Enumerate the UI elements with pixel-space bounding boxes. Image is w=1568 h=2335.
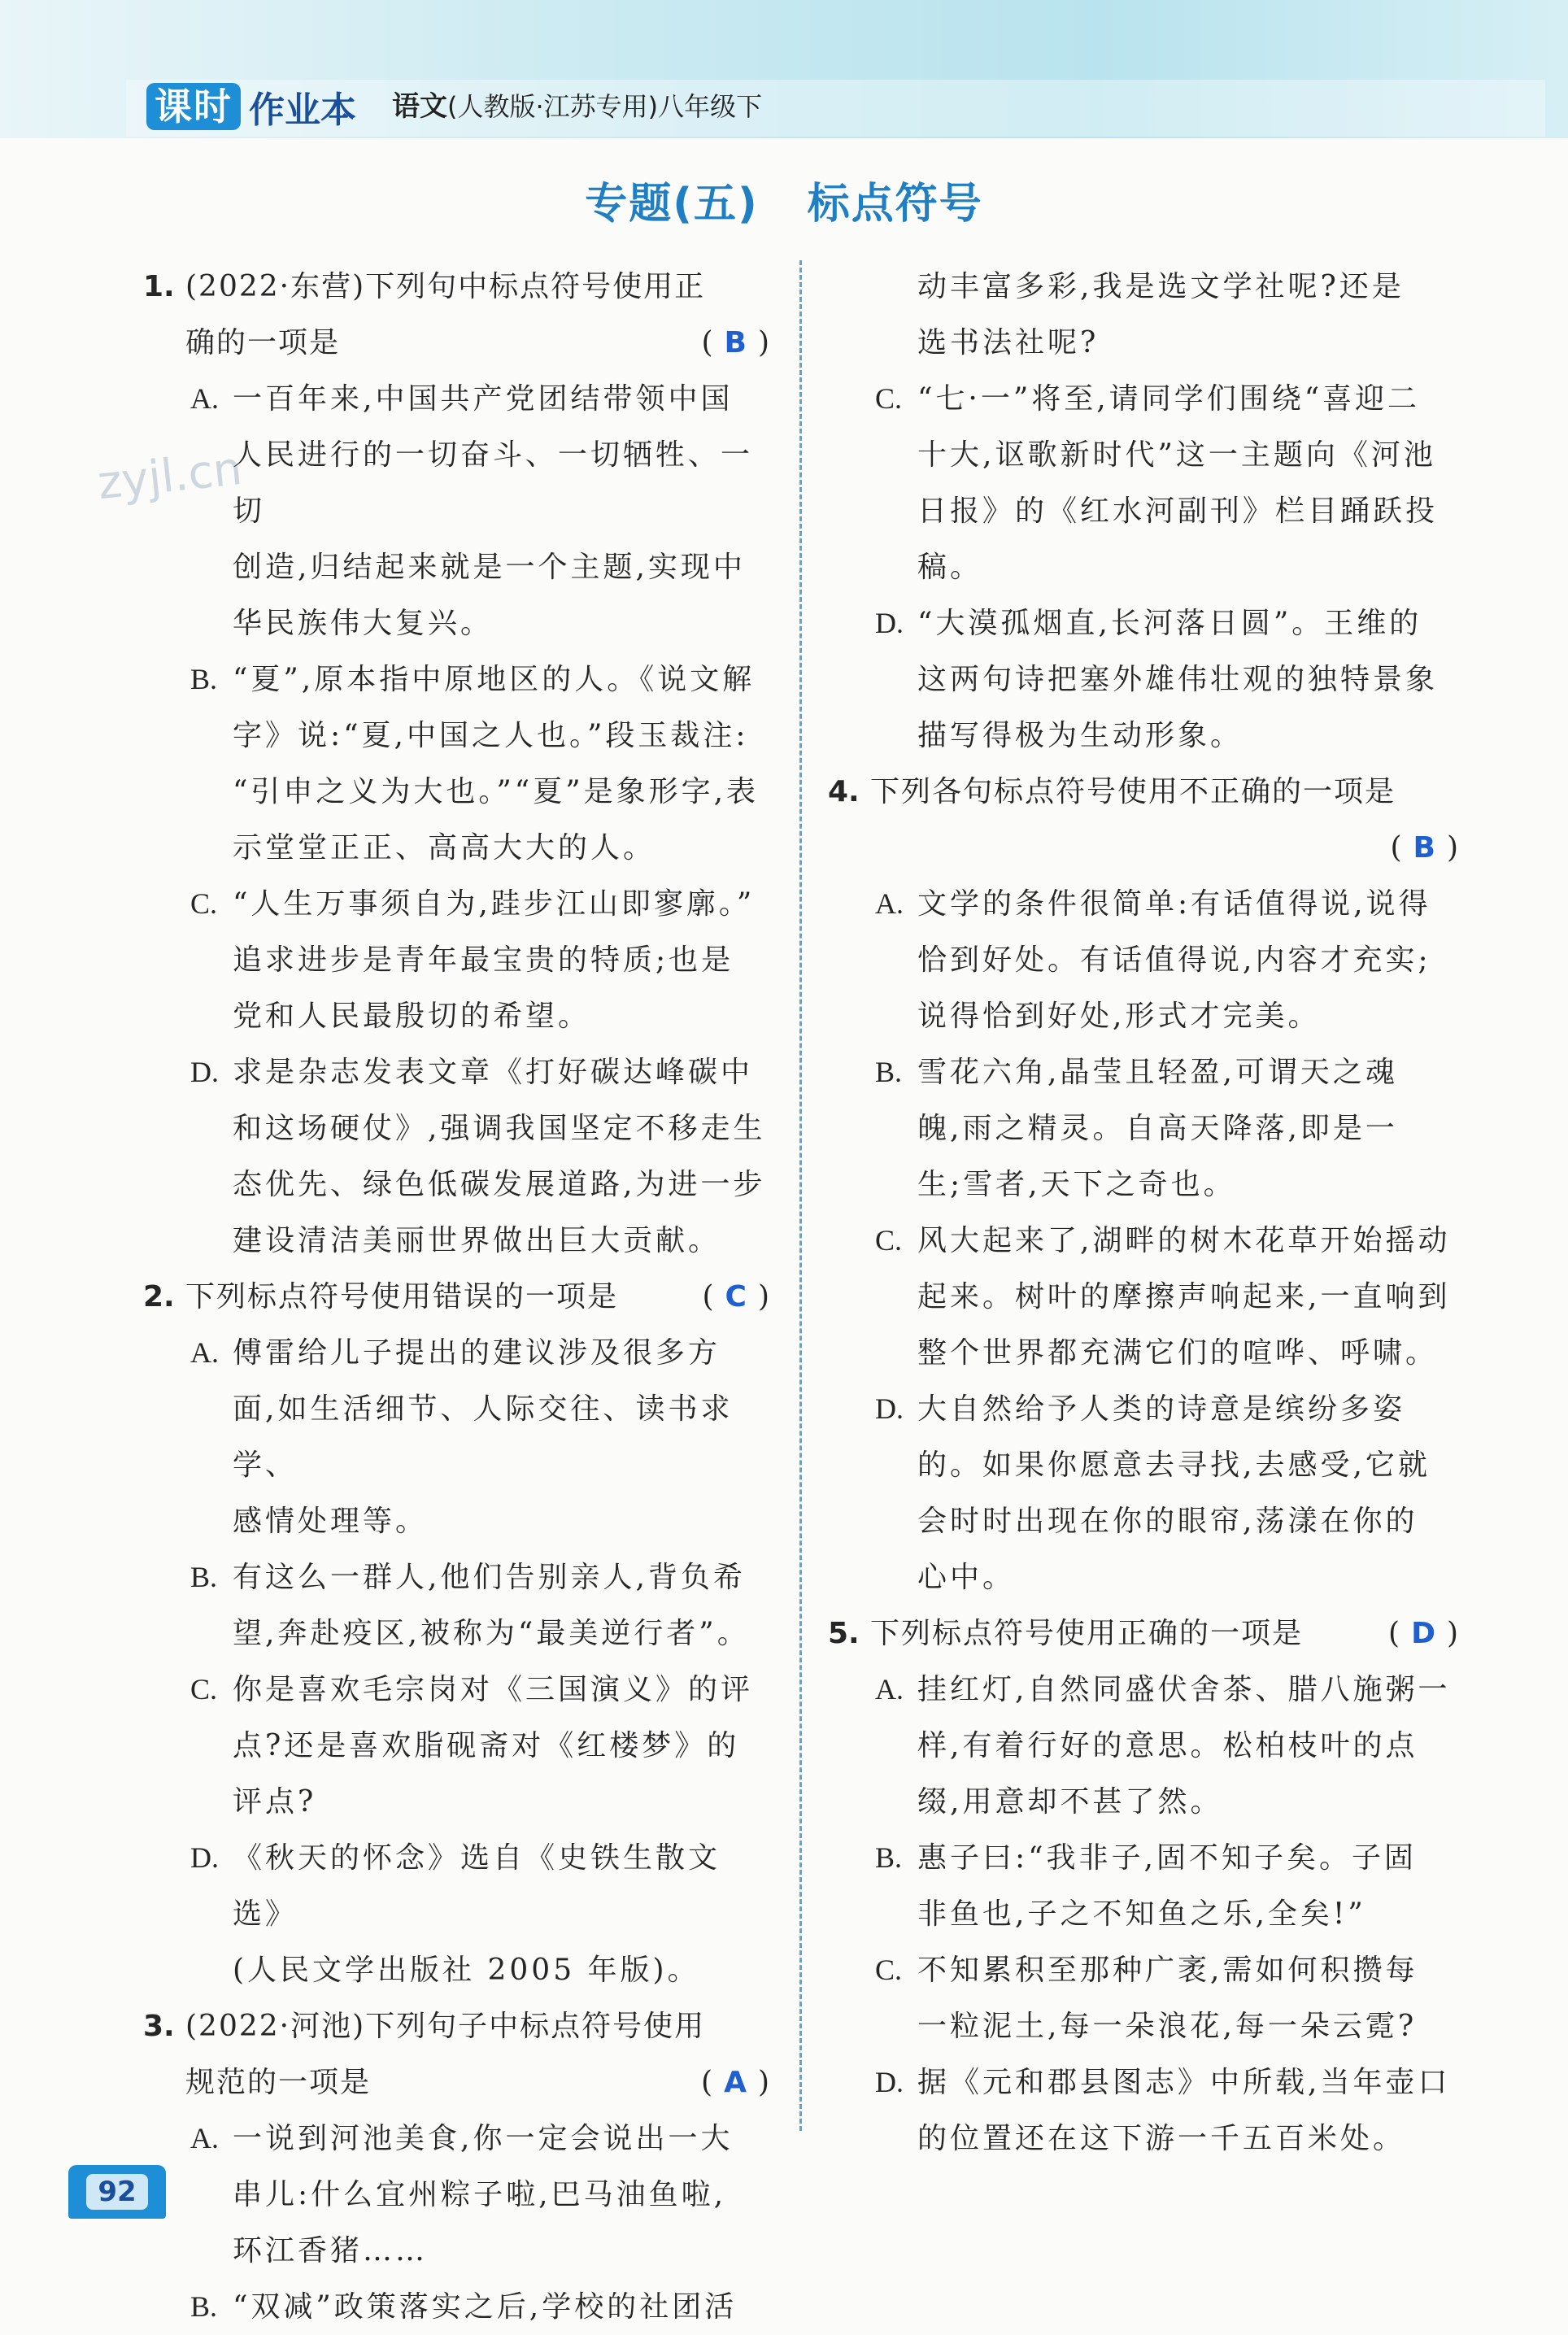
- option-line: 示堂堂正正、高高大大的人。: [233, 831, 656, 865]
- option-line: 感情处理等。: [233, 1505, 429, 1538]
- option-line: 这两句诗把塞外雄伟壮观的独特景象: [917, 663, 1439, 696]
- question-number: 2.: [143, 1280, 175, 1313]
- option-label: C.: [875, 382, 903, 415]
- option-line: 的位置还在这下游一千五百米处。: [917, 2122, 1406, 2155]
- page-number-badge: [68, 2165, 166, 2219]
- subject-name: 语文: [392, 90, 447, 123]
- option-label: C.: [190, 887, 218, 920]
- left-column: [143, 259, 769, 2335]
- title-part1: 专题(五): [585, 180, 759, 229]
- option-line: 文学的条件很简单:有话值得说,说得: [917, 887, 1431, 921]
- option-line: 你是喜欢毛宗岗对《三国演义》的评: [233, 1673, 754, 1706]
- option-label: D.: [190, 1056, 219, 1088]
- option: [143, 371, 769, 427]
- brand-keshi: 课时: [146, 83, 241, 130]
- option-line: 的。如果你愿意去寻找,去感受,它就: [917, 1448, 1431, 1482]
- question-stem-line: [185, 315, 769, 371]
- option-line: 人民进行的一切奋斗、一切牺牲、一切: [233, 438, 754, 528]
- option-line: 建设清洁美丽世界做出巨大贡献。: [233, 1224, 721, 1257]
- question-2: [143, 1269, 769, 1325]
- question-stem: 下列标点符号使用错误的一项是: [185, 1280, 619, 1313]
- question-4: [828, 764, 1458, 876]
- question-stem-line: [185, 1269, 769, 1325]
- question-stem: 下列标点符号使用正确的一项是: [870, 1617, 1304, 1650]
- option-line: 追求进步是青年最宝贵的特质;也是: [233, 943, 734, 977]
- option-line: 傅雷给儿子提出的建议涉及很多方: [233, 1336, 721, 1370]
- page-number: 92: [86, 2174, 147, 2210]
- question-1: [143, 259, 769, 371]
- column-divider: [799, 260, 802, 2131]
- option: [143, 1549, 769, 1605]
- question-stem: (2022·东营)下列句中标点符号使用正: [185, 270, 706, 303]
- answer-letter: D: [1411, 1617, 1435, 1650]
- option-line: 有这么一群人,他们告别亲人,背负希: [233, 1561, 746, 1594]
- watermark: zyjl.cn: [95, 442, 245, 511]
- option: [828, 876, 1458, 932]
- option-label: C.: [875, 1954, 903, 1986]
- option-line: 大自然给予人类的诗意是缤纷多姿: [917, 1392, 1406, 1426]
- option-line: 和这场硬仗》,强调我国坚定不移走生: [233, 1112, 766, 1145]
- option: [143, 2279, 769, 2335]
- option: [828, 595, 1458, 651]
- subject-line: [392, 86, 762, 127]
- answer-bracket: ( C ): [702, 1280, 769, 1313]
- option-line: 生;雪者,天下之奇也。: [917, 1168, 1236, 1201]
- option-line: 《秋天的怀念》选自《史铁生散文选》: [233, 1841, 721, 1931]
- option-line: 风大起来了,湖畔的树木花草开始摇动: [917, 1224, 1451, 1257]
- option-line: “双减”政策落实之后,学校的社团活: [233, 2290, 738, 2324]
- option-line: 一说到河池美食,你一定会说出一大: [233, 2122, 734, 2155]
- option-line: 串儿:什么宜州粽子啦,巴马油鱼啦,: [233, 2178, 727, 2211]
- option: [143, 876, 769, 932]
- option: [828, 1381, 1458, 1437]
- question-number: 5.: [828, 1617, 860, 1650]
- option-line: 说得恰到好处,形式才完美。: [917, 1000, 1321, 1033]
- option-line: 描写得极为生动形象。: [917, 719, 1244, 752]
- option-line: 不知累积至那种广袤,需如何积攒每: [917, 1954, 1418, 1987]
- title-part2: 标点符号: [807, 180, 983, 229]
- option-line: 选书法社呢?: [917, 326, 1100, 359]
- option-line: 环江香猪……: [233, 2234, 429, 2267]
- option-line: 一百年来,中国共产党团结带领中国: [233, 382, 734, 416]
- option-label: B.: [190, 1561, 218, 1593]
- question-stem: 下列各句标点符号使用不正确的一项是: [870, 775, 1396, 808]
- option-line: 恰到好处。有话值得说,内容才充实;: [917, 943, 1431, 977]
- brand-logo: [146, 78, 356, 135]
- option-label: A.: [875, 887, 904, 920]
- option-line: 求是杂志发表文章《打好碳达峰碳中: [233, 1056, 754, 1089]
- option-line: 字》说:“夏,中国之人也。”段玉裁注:: [233, 719, 749, 752]
- option-label: C.: [875, 1224, 903, 1257]
- option-line: 挂红灯,自然同盛伏舍茶、腊八施粥一: [917, 1673, 1451, 1706]
- option: [143, 1662, 769, 1718]
- option-label: D.: [190, 1841, 219, 1874]
- option-line: 惠子曰:“我非子,固不知子矣。子固: [917, 1841, 1417, 1875]
- question-stem: 规范的一项是: [185, 2066, 372, 2099]
- question-stem-line: [185, 2054, 769, 2111]
- option: [828, 1830, 1458, 1886]
- option-line: 雪花六角,晶莹且轻盈,可谓天之魂: [917, 1056, 1398, 1089]
- option-line: 评点?: [233, 1785, 317, 1819]
- option-line: 日报》的《红水河副刊》栏目踊跃投稿。: [917, 494, 1439, 584]
- option-line: 十大,讴歌新时代”这一主题向《河池: [917, 438, 1436, 472]
- option-line: 态优先、绿色低碳发展道路,为进一步: [233, 1168, 766, 1201]
- option-label: B.: [190, 2290, 218, 2323]
- answer-letter: B: [724, 326, 747, 359]
- option: [143, 2111, 769, 2167]
- brand-zuoye: 作业本: [249, 89, 356, 131]
- right-column: [828, 259, 1458, 2167]
- question-5: [828, 1605, 1458, 1662]
- option-line: 面,如生活细节、人际交往、读书求学、: [233, 1392, 734, 1482]
- answer-bracket: ( A ): [701, 2066, 769, 2099]
- option-line: 非鱼也,子之不知鱼之乐,全矣!”: [917, 1897, 1366, 1931]
- subject-edition: (人教版·江苏专用)八年级下: [447, 91, 763, 122]
- answer-letter: B: [1413, 831, 1435, 865]
- question-3: [143, 1998, 769, 2111]
- option-label: D.: [875, 607, 904, 639]
- option-line: 整个世界都充满它们的喧哗、呼啸。: [917, 1336, 1439, 1370]
- option-label: B.: [875, 1056, 903, 1088]
- option-line: “七·一”将至,请同学们围绕“喜迎二: [917, 382, 1421, 416]
- option: [143, 1830, 769, 1942]
- answer-bracket: ( B ): [701, 326, 769, 359]
- option-line: 点?还是喜欢脂砚斋对《红楼梦》的: [233, 1729, 740, 1762]
- option-line: 党和人民最殷切的希望。: [233, 1000, 591, 1033]
- option-line: 样,有着行好的意思。松柏枝叶的点: [917, 1729, 1418, 1762]
- option: [828, 2054, 1458, 2111]
- option-line: “夏”,原本指中原地区的人。《说文解: [233, 663, 756, 696]
- answer-bracket: ( B ): [1390, 831, 1458, 865]
- option-line: (人民文学出版社 2005 年版)。: [233, 1954, 700, 1987]
- option-label: B.: [190, 663, 218, 695]
- question-stem-line: [870, 1605, 1458, 1662]
- option-label: A.: [190, 1336, 219, 1369]
- option-label: D.: [875, 2066, 904, 2098]
- answer-letter: C: [725, 1280, 747, 1313]
- option: [828, 1662, 1458, 1718]
- option: [828, 1942, 1458, 1998]
- option: [143, 651, 769, 708]
- option-line: 华民族伟大复兴。: [233, 607, 494, 640]
- option-line: 一粒泥土,每一朵浪花,每一朵云霓?: [917, 2010, 1418, 2043]
- option-line: 缀,用意却不甚了然。: [917, 1785, 1223, 1819]
- option-line: 起来。树叶的摩擦声响起来,一直响到: [917, 1280, 1451, 1313]
- option-line: 动丰富多彩,我是选文学社呢?还是: [917, 270, 1405, 303]
- option-line: 望,奔赴疫区,被称为“最美逆行者”。: [233, 1617, 750, 1650]
- option-line: 会时时出现在你的眼帘,荡漾在你的: [917, 1505, 1418, 1538]
- question-stem: (2022·河池)下列句子中标点符号使用: [185, 2010, 706, 2043]
- option-line: 心中。: [917, 1561, 1016, 1594]
- option-label: A.: [875, 1673, 904, 1706]
- answer-letter: A: [724, 2066, 747, 2099]
- option: [143, 1044, 769, 1100]
- option-label: A.: [190, 2122, 219, 2154]
- question-number: 4.: [828, 775, 860, 808]
- option: [828, 1044, 1458, 1100]
- question-number: 3.: [143, 2010, 175, 2043]
- option: [828, 371, 1458, 427]
- option: [143, 1325, 769, 1381]
- option-line: “人生万事须自为,跬步江山即寥廓。”: [233, 887, 756, 921]
- option-label: D.: [875, 1392, 904, 1425]
- option-line: “大漠孤烟直,长河落日圆”。王维的: [917, 607, 1422, 640]
- option: [828, 1213, 1458, 1269]
- option-line: 创造,归结起来就是一个主题,实现中: [233, 551, 746, 584]
- option-label: A.: [190, 382, 219, 415]
- page-title: [0, 169, 1568, 230]
- question-stem: 确的一项是: [185, 326, 341, 359]
- option-line: “引申之义为大也。”“夏”是象形字,表: [233, 775, 760, 808]
- option-label: C.: [190, 1673, 218, 1706]
- answer-bracket: ( D ): [1388, 1617, 1458, 1650]
- question-number: 1.: [143, 270, 175, 303]
- option-line: 魄,雨之精灵。自高天降落,即是一: [917, 1112, 1398, 1145]
- option-line: 据《元和郡县图志》中所载,当年壶口: [917, 2066, 1451, 2099]
- option-label: B.: [875, 1841, 903, 1874]
